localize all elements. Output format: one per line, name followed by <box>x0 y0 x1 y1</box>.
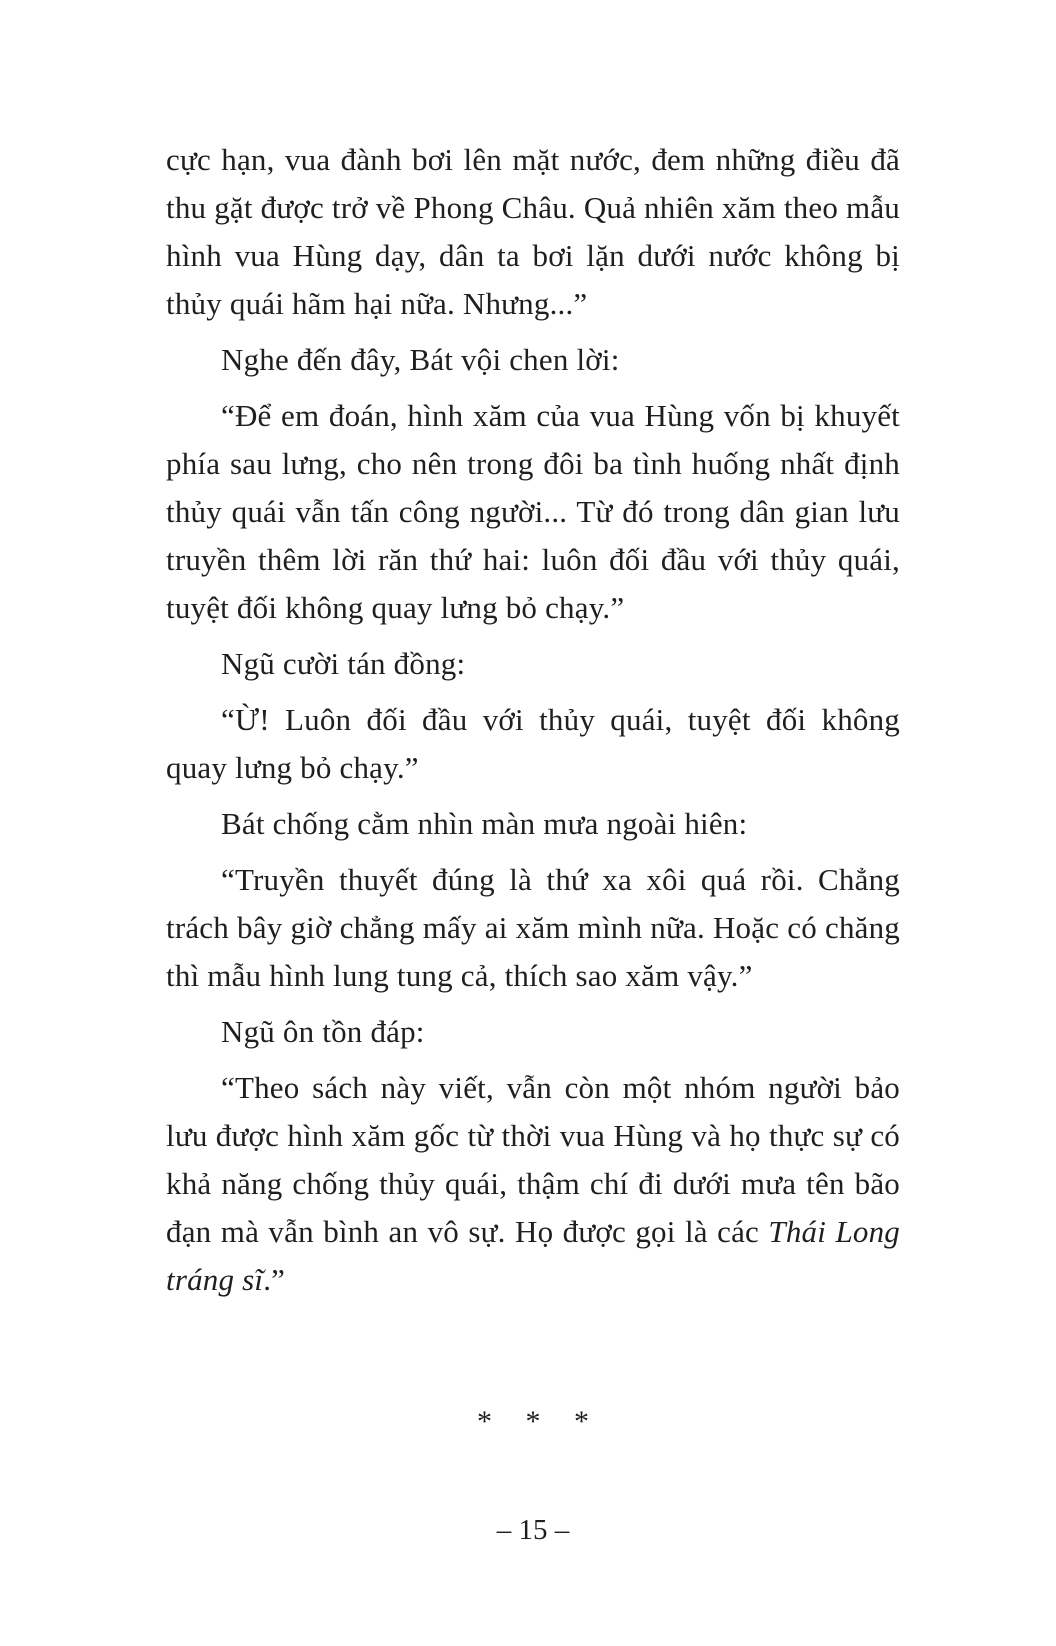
paragraph-text: “Theo sách này viết, vẫn còn một nhóm người bảo lưu được hình xăm gốc từ thời vua Hùng và họ thực sự có khả năng chống thủy quái, thậm chí đi dưới mưa tên bão đạn mà vẫn bình an vô sự. Họ được gọi là các <box>166 1070 900 1249</box>
page-text-block <box>166 136 900 1304</box>
paragraph-dialogue-intro: Ngũ cười tán đồng: <box>221 646 466 681</box>
paragraph-dialogue-intro: Ngũ ôn tồn đáp: <box>221 1014 425 1049</box>
paragraph-dialogue-intro: Nghe đến đây, Bát vội chen lời: <box>221 342 620 377</box>
paragraph-quote-ngu-final <box>166 1064 900 1304</box>
italic-term: Thái Long tráng sĩ <box>166 1214 901 1297</box>
paragraph-quote-ngu: “Ừ! Luôn đối đầu với thủy quái, tuyệt đối không quay lưng bỏ chạy.” <box>166 702 900 785</box>
paragraph-quote-bat: “Để em đoán, hình xăm của vua Hùng vốn bị khuyết phía sau lưng, cho nên trong đôi ba tình huống nhất định thủy quái vẫn tấn công người... Từ đó trong dân gian lưu truyền thêm lời răn thứ hai: luôn đối đầu với thủy quái, tuyệt đối không quay lưng bỏ chạy.” <box>166 398 900 625</box>
section-separator: * * * <box>477 1405 589 1438</box>
paragraph-continuation: cực hạn, vua đành bơi lên mặt nước, đem những điều đã thu gặt được trở về Phong Châu. Quả nhiên xăm theo mẫu hình vua Hùng dạy, dân ta bơi lặn dưới nước không bị thủy quái hãm hại nữa. Nhưng...” <box>166 142 900 321</box>
paragraph-dialogue-intro: Bát chống cằm nhìn màn mưa ngoài hiên: <box>221 806 748 841</box>
paragraph-text: .” <box>263 1262 286 1297</box>
page-number: – 15 – <box>496 1514 570 1546</box>
paragraph-quote-bat: “Truyền thuyết đúng là thứ xa xôi quá rồi. Chẳng trách bây giờ chẳng mấy ai xăm mình nữa. Hoặc có chăng thì mẫu hình lung tung cả, thích sao xăm vậy.” <box>166 862 900 993</box>
